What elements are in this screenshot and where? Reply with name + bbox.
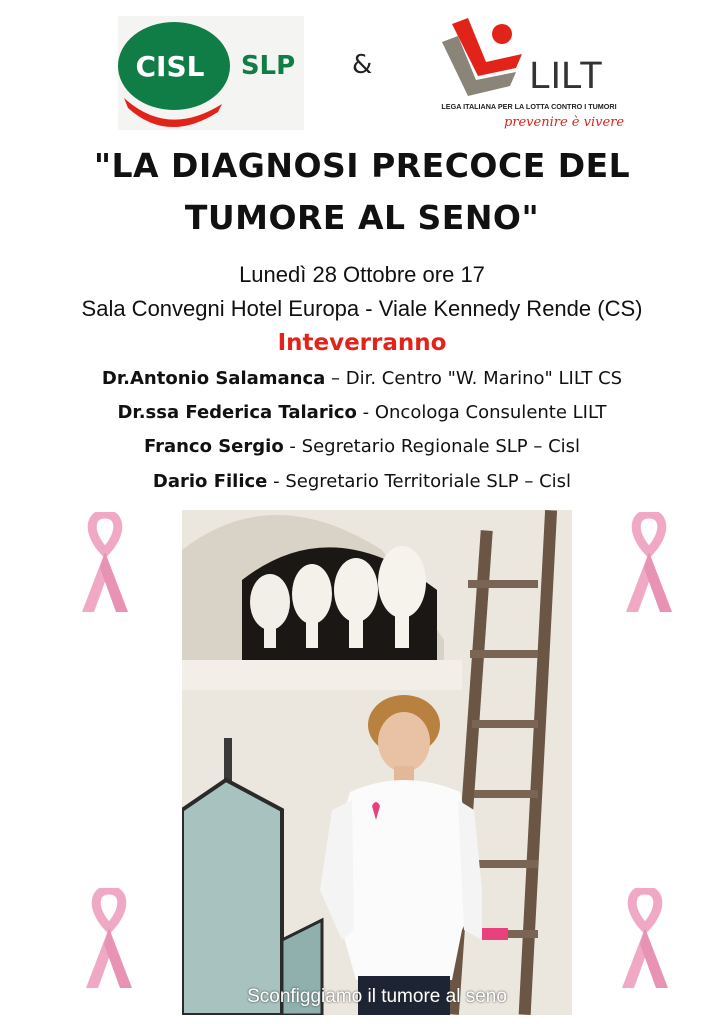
pink-ribbon-icon [76, 512, 134, 616]
speaker-name: Franco Sergio [143, 436, 284, 457]
woman-photo [182, 510, 572, 1015]
pink-ribbon-icon [616, 888, 674, 992]
speaker-role: Dir. Centro "W. Marino" LILT CS [345, 368, 623, 389]
event-title-line1: "LA DIAGNOSI PRECOCE DEL [93, 146, 631, 185]
speaker-separator: – [325, 368, 346, 389]
speaker-separator: - [267, 471, 286, 492]
speaker-role: Segretario Territoriale SLP – Cisl [285, 471, 572, 492]
lilt-subtitle: LEGA ITALIANA PER LA LOTTA CONTRO I TUMORI [441, 102, 617, 111]
event-venue: Sala Convegni Hotel Europa - Viale Kennedy Rende (CS) [81, 296, 643, 321]
speaker-name: Dr.ssa Federica Talarico [117, 402, 357, 423]
cisl-slp-logo [118, 16, 304, 130]
speakers-heading: Inteverranno [277, 330, 447, 356]
speaker-line [0, 402, 724, 423]
event-title-line2: TUMORE AL SENO" [184, 198, 540, 237]
ampersand: & [352, 50, 373, 80]
pink-ribbon-icon [80, 888, 138, 992]
speaker-separator: - [356, 402, 375, 423]
speaker-separator: - [283, 436, 302, 457]
speaker-name: Dario Filice [152, 471, 268, 492]
lilt-logo-text: LILT [529, 55, 603, 97]
speaker-name: Dr.Antonio Salamanca [101, 368, 326, 389]
speaker-line [0, 471, 724, 492]
speaker-line [0, 368, 724, 389]
speaker-role: Oncologa Consulente LILT [374, 402, 607, 423]
slp-logo-text: SLP [240, 51, 296, 81]
speaker-role: Segretario Regionale SLP – Cisl [301, 436, 581, 457]
lilt-logo [424, 14, 634, 136]
pink-ribbon-icon [620, 512, 678, 616]
speaker-line [0, 436, 724, 457]
event-date: Lunedì 28 Ottobre ore 17 [239, 262, 485, 287]
lilt-tagline: prevenire è vivere [503, 115, 625, 130]
cisl-logo-text: CISL [135, 50, 205, 83]
photo-caption: Sconfiggiamo il tumore al seno [247, 986, 507, 1007]
